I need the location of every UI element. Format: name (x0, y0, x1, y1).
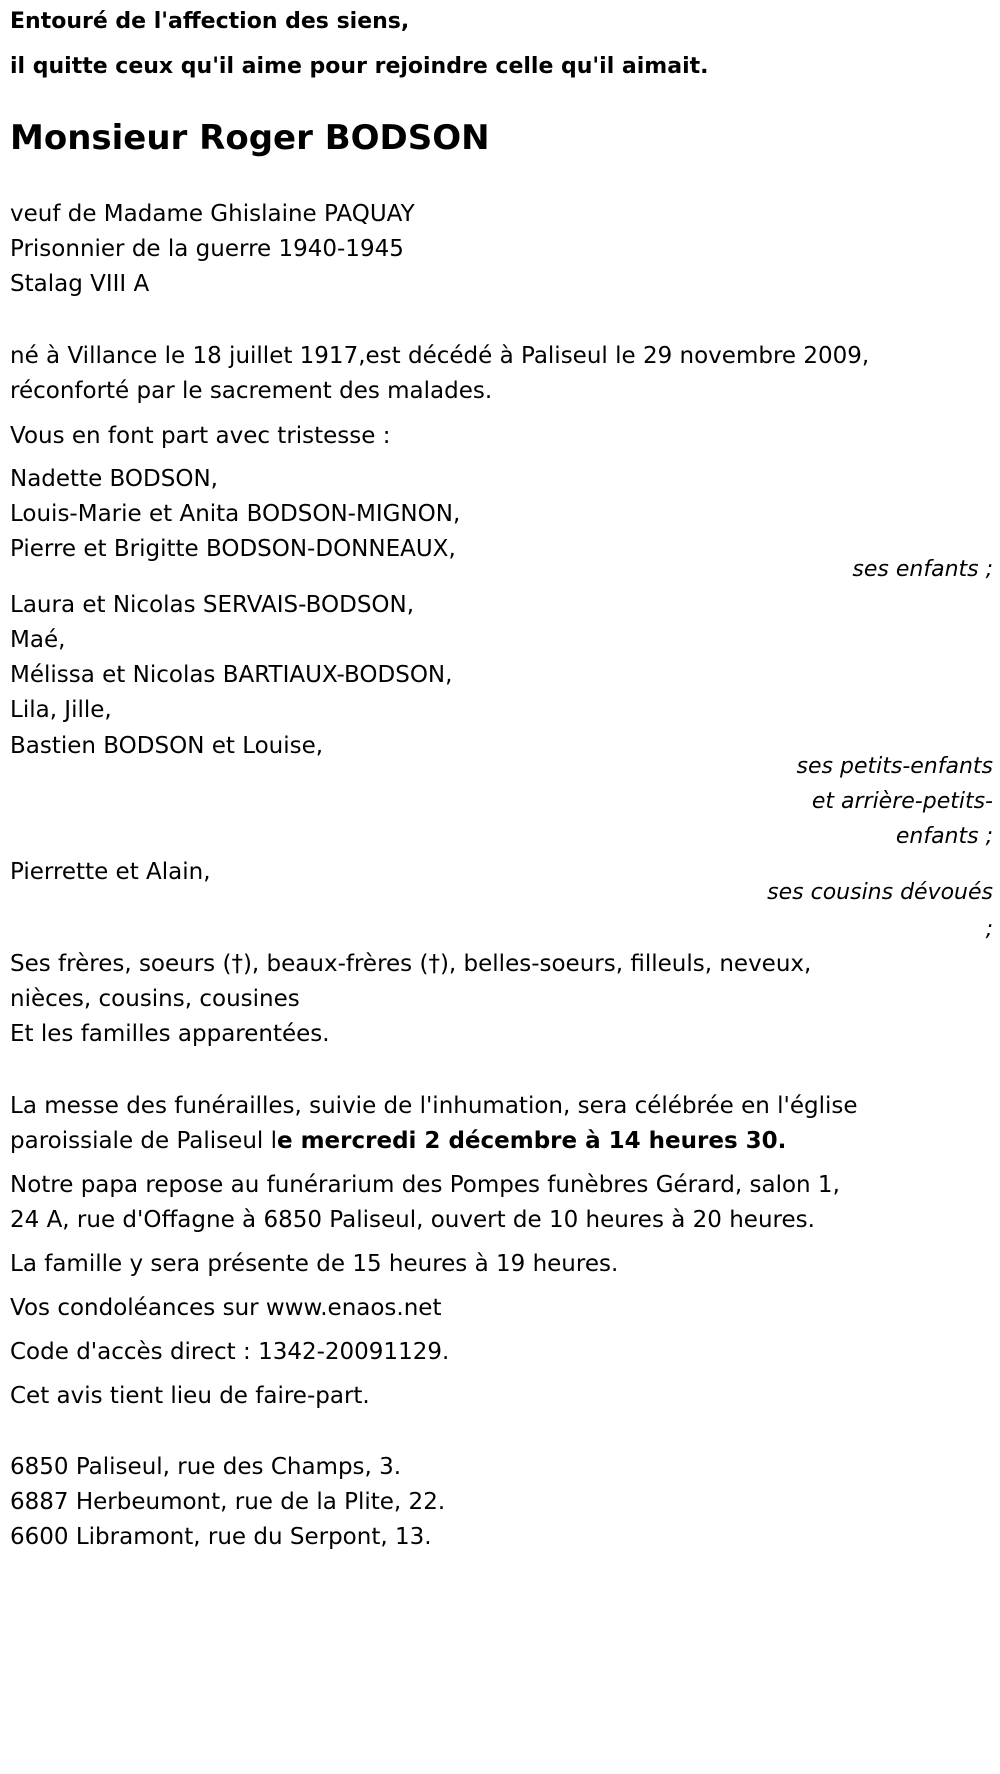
grandchild-name: Laura et Nicolas SERVAIS-BODSON, (10, 592, 415, 618)
address-line: 6850 Paliseul, rue des Champs, 3. (10, 1454, 402, 1480)
extended-family-line: Et les familles apparentées. (10, 1021, 330, 1047)
child-name: Nadette BODSON, (10, 466, 218, 492)
cousin-names: Pierrette et Alain, (10, 859, 211, 885)
grandchild-name: Maé, (10, 627, 66, 653)
grandchildren-label-line-3: enfants ; (895, 824, 993, 849)
family-presence-line: La famille y sera présente de 15 heures à 19 heures. (10, 1251, 619, 1277)
cousins-label-line-1: ses cousins dévoués (767, 880, 993, 905)
bio-stalag: Stalag VIII A (10, 271, 150, 297)
funerarium-line-1: Notre papa repose au funérarium des Pompes funèbres Gérard, salon 1, (10, 1172, 840, 1198)
grandchildren-label-line-2: et arrière-petits- (811, 789, 993, 814)
children-label: ses enfants ; (852, 557, 993, 582)
funeral-date-time: e mercredi 2 décembre à 14 heures 30. (276, 1128, 787, 1154)
grandchild-name: Lila, Jille, (10, 697, 112, 723)
grandchild-name: Bastien BODSON et Louise, (10, 733, 324, 759)
cousins-label-line-2: ; (985, 917, 993, 942)
funerarium-line-2: 24 A, rue d'Offagne à 6850 Paliseul, ouvert de 10 heures à 20 heures. (10, 1207, 815, 1233)
birth-death-line: né à Villance le 18 juillet 1917,est décédé à Paliseul le 29 novembre 2009, (10, 343, 870, 369)
announcement-line: Vous en font part avec tristesse : (10, 423, 391, 449)
sacrament-line: réconforté par le sacrement des malades. (10, 378, 493, 404)
funeral-line-1: La messe des funérailles, suivie de l'inhumation, sera célébrée en l'église (10, 1093, 858, 1119)
funeral-line-2 (10, 1127, 786, 1155)
child-name: Louis-Marie et Anita BODSON-MIGNON, (10, 501, 461, 527)
grandchildren-label-line-1: ses petits-enfants (796, 754, 993, 779)
condolences-line: Vos condoléances sur www.enaos.net (10, 1295, 442, 1321)
deceased-name: Monsieur Roger BODSON (10, 118, 490, 158)
address-line: 6887 Herbeumont, rue de la Plite, 22. (10, 1489, 446, 1515)
notice-line: Cet avis tient lieu de faire-part. (10, 1383, 370, 1409)
child-name: Pierre et Brigitte BODSON-DONNEAUX, (10, 536, 456, 562)
intro-line-1: Entouré de l'affection des siens, (10, 9, 410, 34)
bio-prisoner: Prisonnier de la guerre 1940-1945 (10, 236, 404, 262)
extended-family-line: nièces, cousins, cousines (10, 986, 300, 1012)
grandchild-name: Mélissa et Nicolas BARTIAUX-BODSON, (10, 662, 453, 688)
intro-line-2: il quitte ceux qu'il aime pour rejoindre celle qu'il aimait. (10, 54, 709, 79)
address-line: 6600 Libramont, rue du Serpont, 13. (10, 1524, 432, 1550)
funeral-line-2-plain: paroissiale de Paliseul l (10, 1128, 277, 1154)
bio-widower: veuf de Madame Ghislaine PAQUAY (10, 201, 415, 227)
extended-family-line: Ses frères, soeurs (†), beaux-frères (†), belles-soeurs, filleuls, neveux, (10, 951, 812, 977)
access-code-line: Code d'accès direct : 1342-20091129. (10, 1339, 450, 1365)
